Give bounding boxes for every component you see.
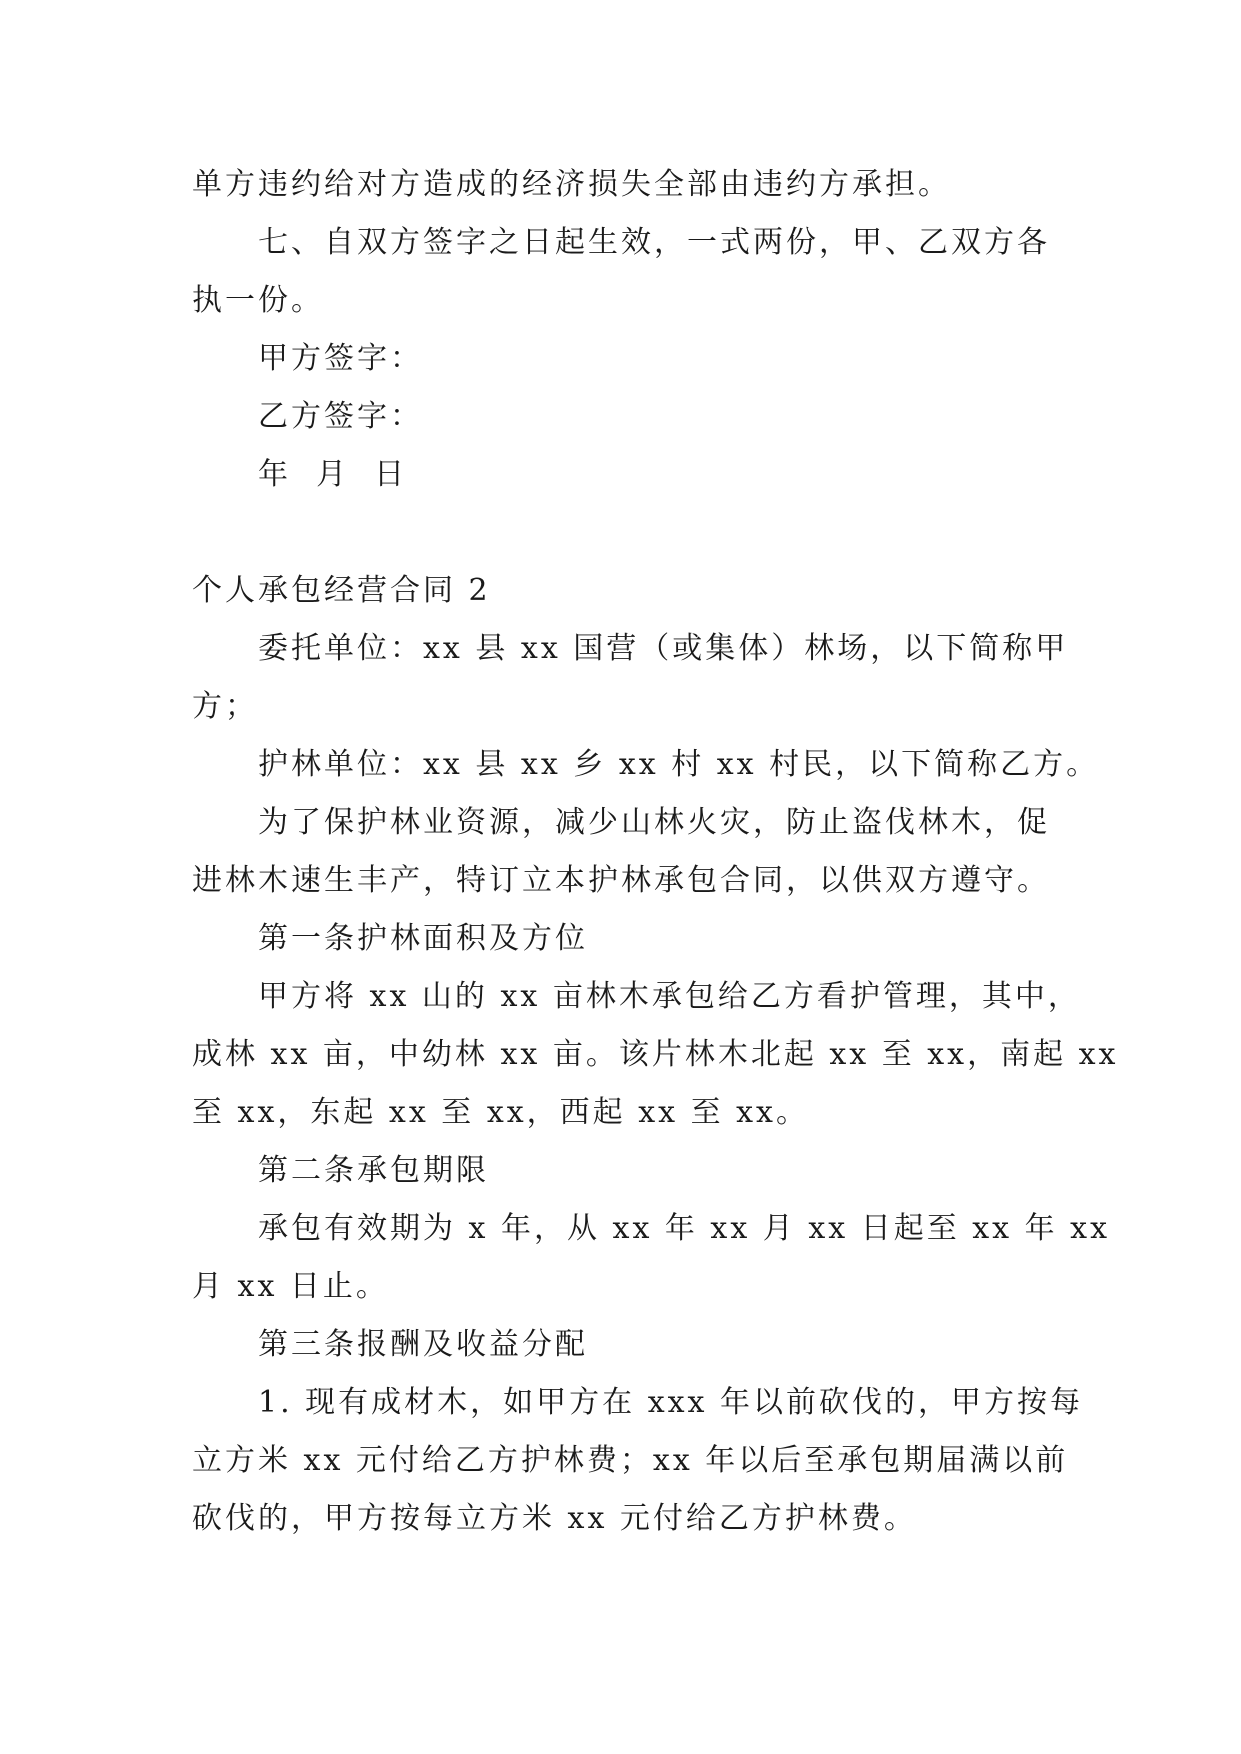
text-line: 七、自双方签字之日起生效，一式两份，甲、乙双方各 bbox=[258, 225, 1050, 260]
signature-line-party-b: 乙方签字： bbox=[258, 399, 423, 434]
text-line: 至 xx，东起 xx 至 xx，西起 xx 至 xx。 bbox=[192, 1095, 809, 1130]
clause-heading: 第二条承包期限 bbox=[258, 1153, 489, 1188]
section-title: 个人承包经营合同 2 bbox=[192, 573, 491, 608]
document-body bbox=[192, 156, 1119, 1548]
text-line: 单方违约给对方造成的经济损失全部由违约方承担。 bbox=[192, 167, 951, 202]
text-line: 月 xx 日止。 bbox=[192, 1269, 389, 1304]
clause-heading: 第三条报酬及收益分配 bbox=[258, 1327, 588, 1362]
text-line: 立方米 xx 元付给乙方护林费；xx 年以后至承包期届满以前 bbox=[192, 1443, 1069, 1478]
text-line: 1. 现有成材木，如甲方在 xxx 年以前砍伐的，甲方按每 bbox=[258, 1385, 1083, 1420]
text-line: 方； bbox=[192, 689, 258, 724]
signature-line-party-a: 甲方签字： bbox=[258, 341, 423, 376]
text-line: 承包有效期为 x 年，从 xx 年 xx 月 xx 日起至 xx 年 xx bbox=[258, 1211, 1111, 1246]
text-line: 为了保护林业资源，减少山林火灾，防止盗伐林木，促 bbox=[258, 805, 1050, 840]
text-line: 委托单位：xx 县 xx 国营（或集体）林场，以下简称甲 bbox=[258, 631, 1069, 666]
text-line: 护林单位：xx 县 xx 乡 xx 村 xx 村民，以下简称乙方。 bbox=[258, 747, 1100, 782]
date-line: 年 月 日 bbox=[258, 457, 408, 492]
section-spacer bbox=[192, 504, 1072, 562]
text-line: 砍伐的，甲方按每立方米 xx 元付给乙方护林费。 bbox=[192, 1501, 917, 1536]
text-line: 执一份。 bbox=[192, 283, 324, 318]
text-line: 成林 xx 亩，中幼林 xx 亩。该片林木北起 xx 至 xx，南起 xx bbox=[192, 1037, 1119, 1072]
text-line: 进林木速生丰产，特订立本护林承包合同，以供双方遵守。 bbox=[192, 863, 1050, 898]
text-line: 甲方将 xx 山的 xx 亩林木承包给乙方看护管理，其中， bbox=[258, 979, 1081, 1014]
clause-heading: 第一条护林面积及方位 bbox=[258, 921, 588, 956]
